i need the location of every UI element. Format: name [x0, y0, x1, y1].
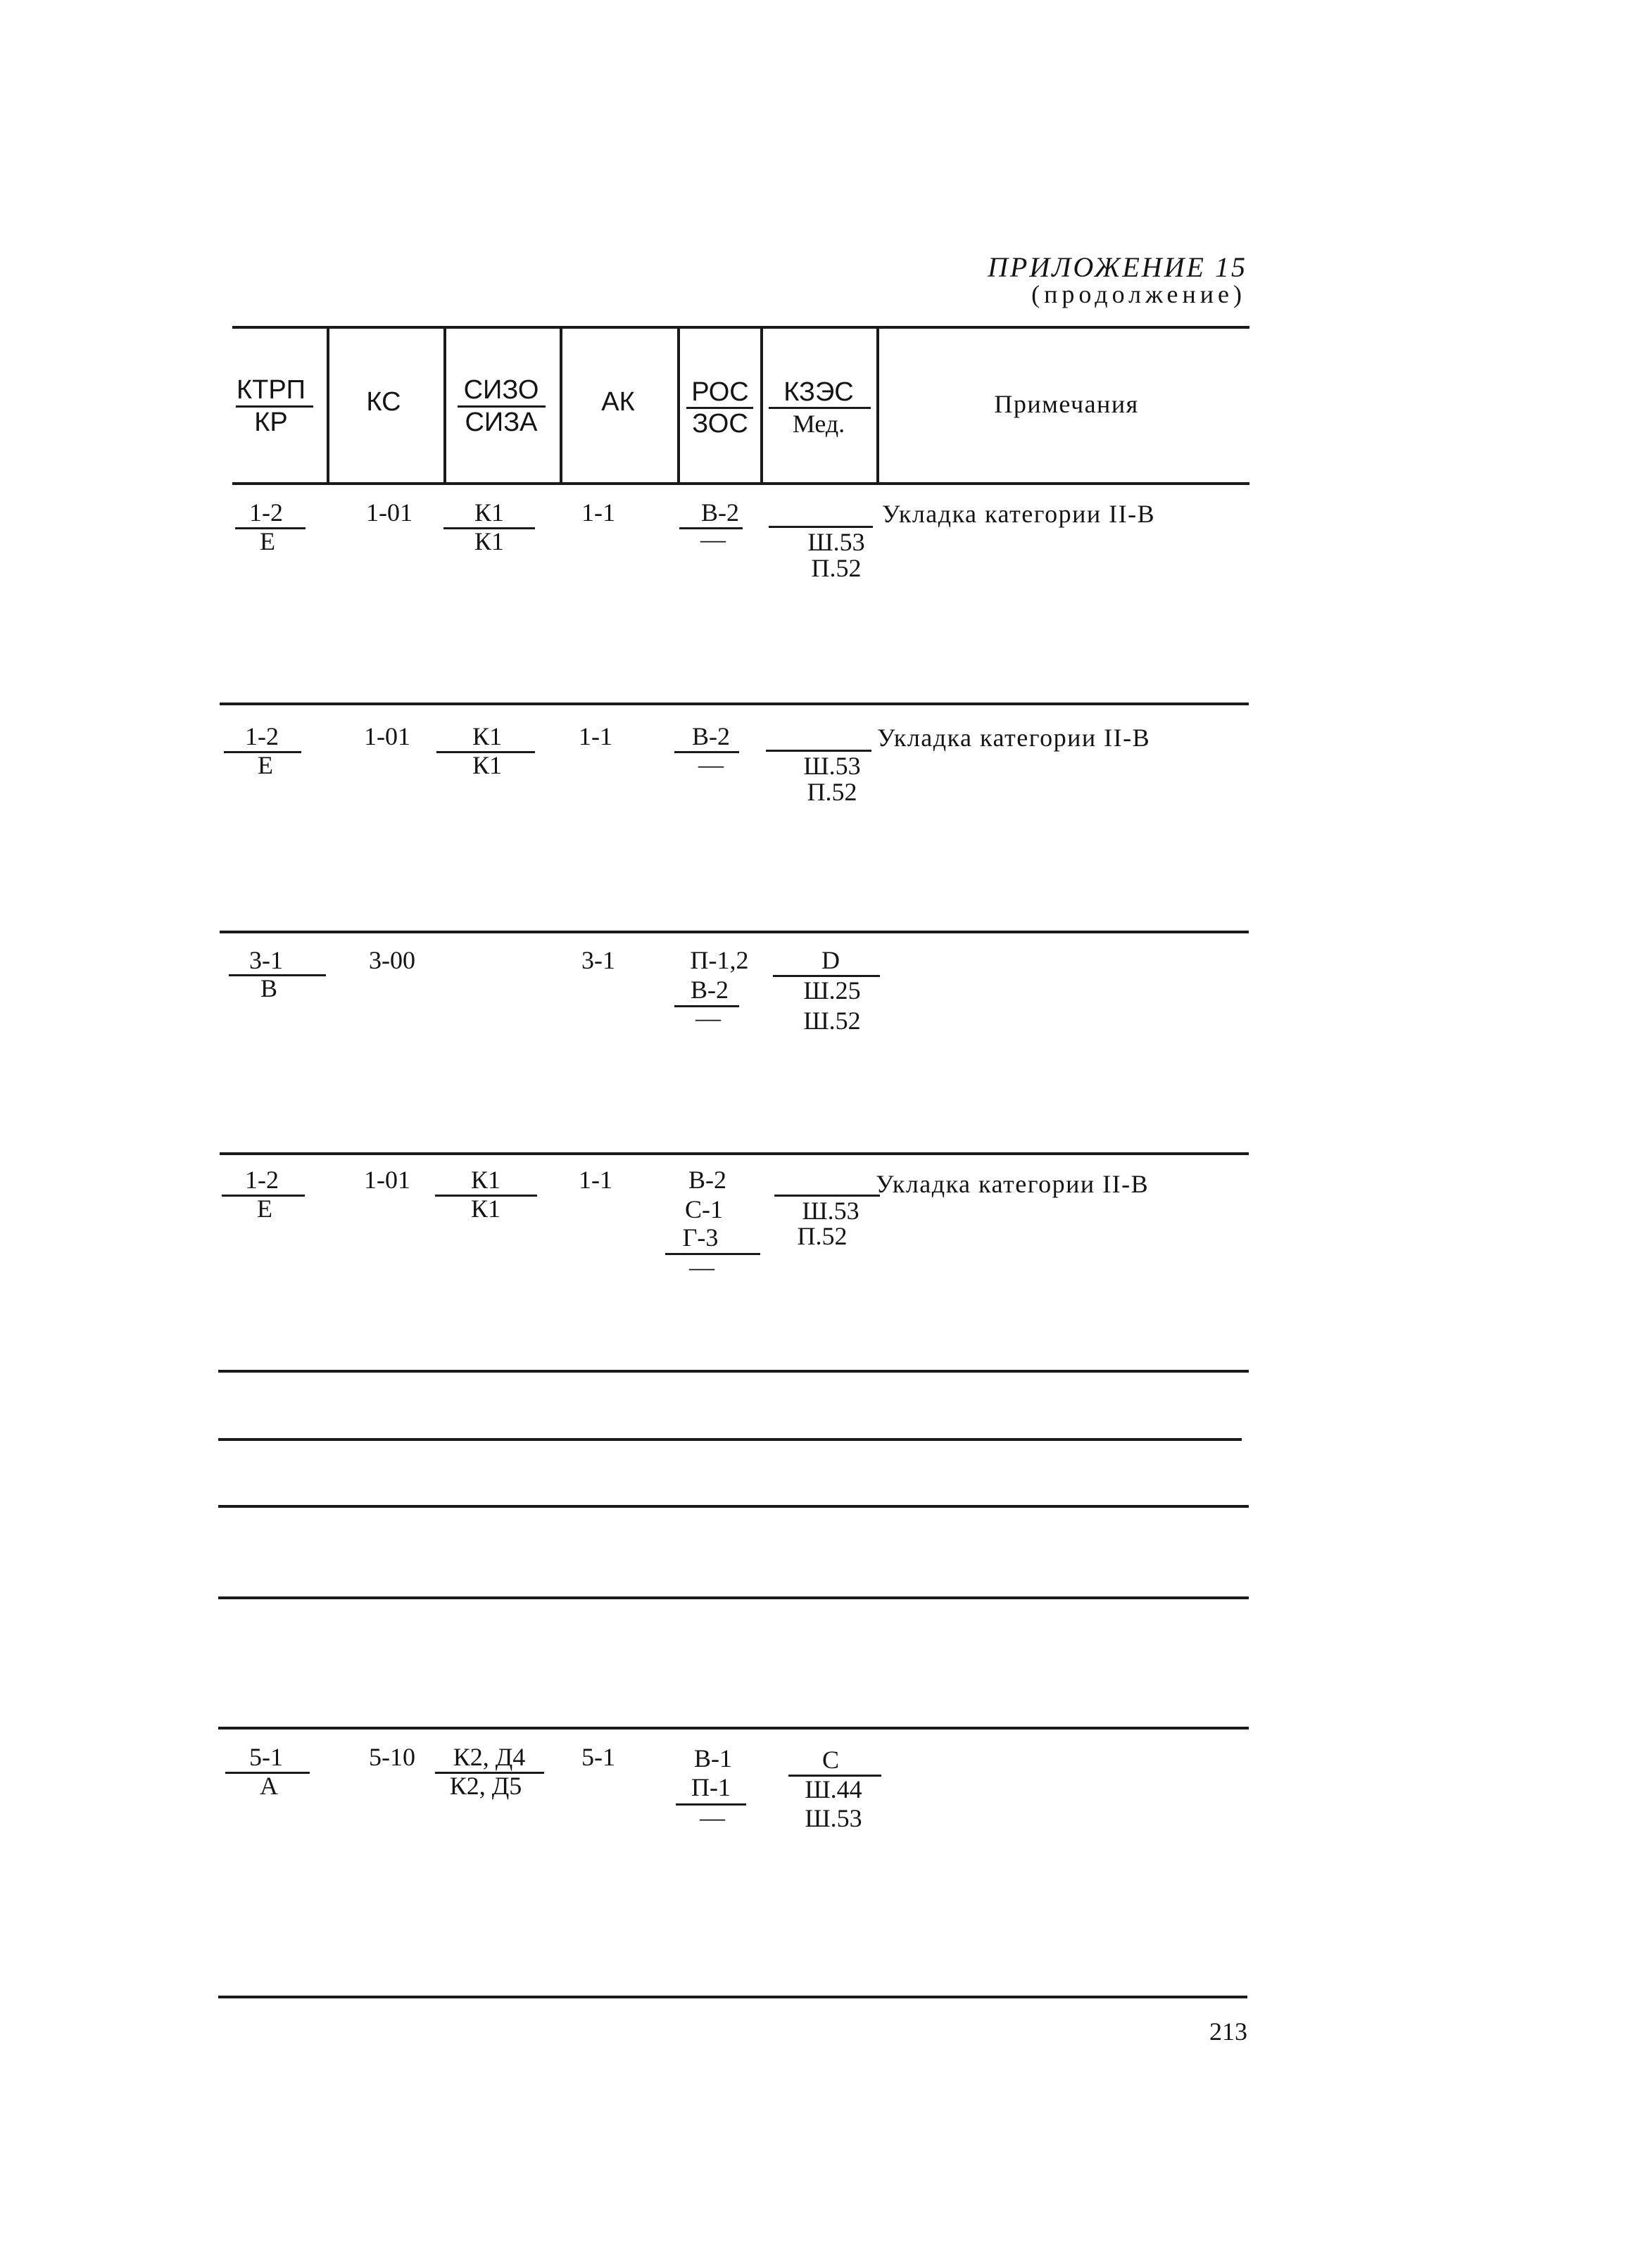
cell-ktrp-bottom: В	[260, 974, 278, 1002]
row-divider	[218, 1438, 1242, 1441]
cell-ak: 1-1	[579, 722, 612, 750]
cell-kzes: Ш.53	[807, 528, 865, 556]
cell-ros-bottom: —	[695, 1004, 721, 1032]
continuation-label: (продолжение)	[1031, 280, 1246, 308]
cell-ros-bottom: —	[689, 1253, 714, 1281]
cell-ktrp-top: 1-2	[245, 722, 279, 750]
cell-note: Укладка категории II-В	[882, 500, 1156, 528]
header-sizo-top: СИЗО	[463, 375, 539, 405]
cell-ros: В-2	[701, 498, 739, 527]
header-sizo-bottom: СИЗА	[465, 408, 538, 437]
row-divider	[218, 1370, 1249, 1373]
header-ak: АК	[601, 387, 635, 417]
cell-ktrp-top: 1-2	[249, 498, 283, 527]
cell-kzes: Ш.53	[805, 1804, 862, 1832]
header-kzes-top: КЗЭС	[783, 377, 854, 407]
cell-ros: В-2	[691, 976, 729, 1004]
appendix-title: ПРИЛОЖЕНИЕ 15	[988, 251, 1247, 283]
cell-ks: 5-10	[369, 1743, 415, 1771]
cell-kzes: Ш.52	[803, 1007, 861, 1035]
header-kzes-bottom: Мед.	[792, 410, 845, 438]
cell-sizo-bottom: К2, Д5	[449, 1772, 522, 1800]
cell-kzes: П.52	[797, 1222, 848, 1250]
row-divider	[220, 1152, 1249, 1155]
cell-kzes: Ш.44	[805, 1775, 862, 1803]
row-divider	[220, 703, 1249, 705]
cell-ros-bottom: —	[698, 750, 724, 779]
header-notes: Примечания	[994, 390, 1139, 418]
header-ros-bottom: ЗОС	[692, 409, 748, 439]
cell-sizo-bottom: К1	[472, 751, 503, 779]
cell-ros: В-1	[694, 1744, 732, 1772]
cell-ktrp-top: 3-1	[249, 946, 283, 974]
cell-ks: 1-01	[366, 498, 413, 527]
cell-ros: В-2	[692, 722, 730, 750]
cell-ak: 1-1	[579, 1166, 612, 1194]
fraction-line	[769, 407, 871, 409]
cell-ktrp-bottom: Е	[260, 527, 275, 555]
column-divider	[443, 327, 446, 484]
cell-ros-bottom: —	[700, 525, 726, 553]
header-ktrp-bottom: КР	[254, 408, 288, 437]
cell-sizo-top: К1	[470, 1166, 501, 1194]
cell-kzes: Ш.25	[803, 976, 861, 1004]
cell-sizo-top: К1	[472, 722, 503, 750]
cell-ak: 3-1	[581, 946, 615, 974]
row-divider	[218, 1727, 1249, 1730]
cell-ros: П-1	[691, 1773, 731, 1801]
cell-ktrp-bottom: А	[260, 1772, 278, 1800]
row-divider	[218, 1505, 1249, 1508]
cell-sizo-top: К2, Д4	[453, 1743, 526, 1771]
row-divider	[220, 931, 1249, 933]
header-ros-top: РОС	[691, 377, 749, 407]
row-divider	[218, 1596, 1249, 1599]
cell-kzes-top: С	[821, 1746, 840, 1774]
header-bottom-rule	[232, 482, 1249, 485]
cell-sizo-bottom: К1	[470, 1195, 501, 1223]
header-ktrp-top: КТРП	[236, 375, 306, 405]
cell-ak: 5-1	[581, 1743, 615, 1771]
table-top-rule	[232, 326, 1249, 329]
cell-sizo-bottom: К1	[474, 527, 505, 555]
cell-kzes: Ш.53	[803, 752, 861, 780]
page-number: 213	[1209, 2017, 1247, 2046]
cell-ros: В-2	[688, 1166, 726, 1194]
cell-ros: С-1	[685, 1195, 723, 1223]
cell-sizo-top: К1	[474, 498, 505, 527]
table-bottom-rule	[218, 1996, 1247, 1998]
cell-ks: 1-01	[364, 1166, 410, 1194]
cell-note: Укладка категории II-В	[876, 1170, 1150, 1198]
header-ks: КС	[366, 387, 401, 417]
column-divider	[327, 327, 329, 484]
cell-ks: 3-00	[369, 946, 415, 974]
column-divider	[876, 327, 879, 484]
column-divider	[560, 327, 562, 484]
cell-note: Укладка категории II-В	[877, 724, 1151, 752]
column-divider	[760, 327, 763, 484]
cell-kzes: Ш.53	[802, 1197, 859, 1225]
cell-kzes: П.52	[807, 778, 857, 806]
cell-ros-bottom: —	[700, 1803, 725, 1832]
cell-ktrp-bottom: Е	[258, 751, 273, 779]
cell-kzes: П.52	[811, 554, 862, 582]
cell-kzes-top: D	[821, 946, 840, 974]
cell-ks: 1-01	[364, 722, 410, 750]
cell-ros: П-1,2	[690, 946, 749, 974]
column-divider	[677, 327, 680, 484]
cell-ktrp-top: 5-1	[249, 1743, 283, 1771]
cell-ak: 1-1	[581, 498, 615, 527]
cell-ktrp-top: 1-2	[245, 1166, 279, 1194]
cell-ktrp-bottom: Е	[257, 1195, 272, 1223]
cell-ros: Г-3	[682, 1223, 719, 1252]
